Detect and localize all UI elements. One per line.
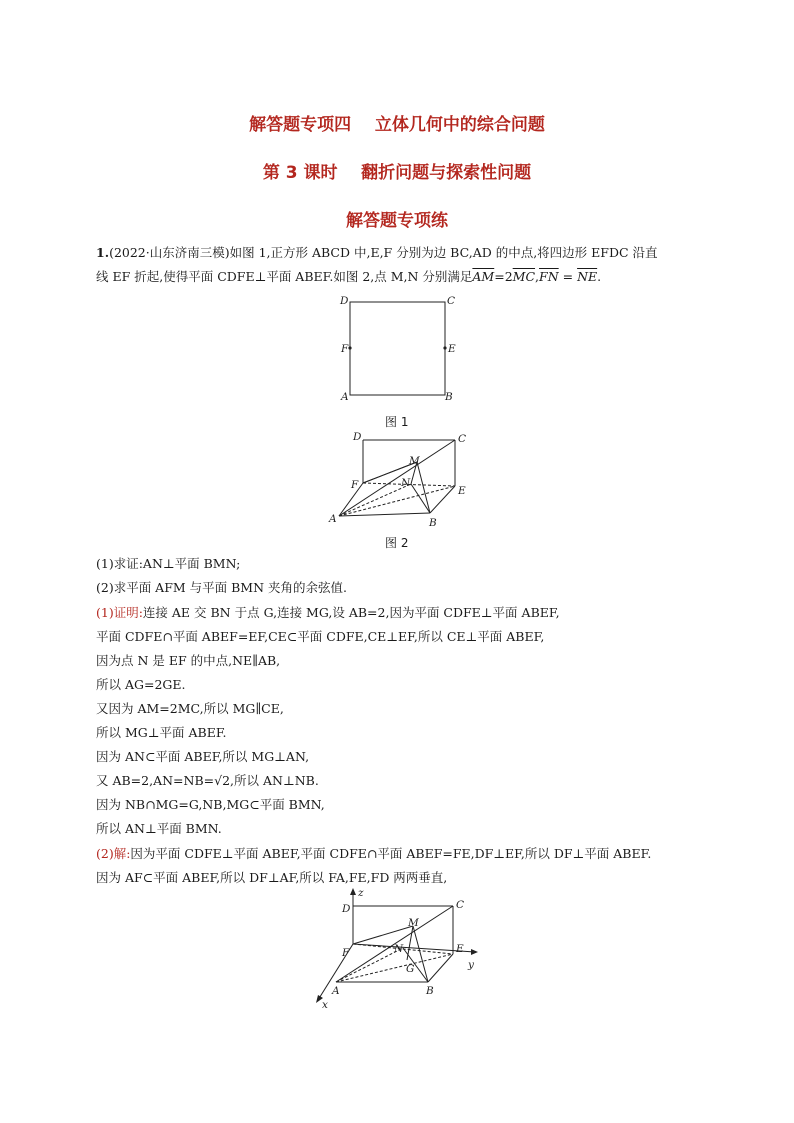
label2-d: D	[353, 431, 362, 443]
label2-c: C	[458, 433, 467, 445]
problem-source: (2022·山东济南三模)	[109, 245, 230, 260]
label2-b: B	[429, 517, 437, 529]
solution-1-line1	[96, 605, 706, 621]
solution-1-line4: 所以 AG=2GE.	[96, 677, 186, 692]
solution-1-line5: 又因为 AM=2MC,所以 MG∥CE,	[96, 701, 284, 716]
question-2: (2)求平面 AFM 与平面 BMN 夹角的余弦值.	[96, 580, 347, 595]
question-1: (1)求证:AN⊥平面 BMN;	[96, 556, 241, 571]
period: .	[597, 269, 602, 284]
problem-stem-line2	[96, 269, 706, 285]
figure-2-caption: 图 2	[385, 536, 409, 550]
label-f: F	[341, 343, 349, 355]
label3-c: C	[456, 899, 465, 911]
label-e: E	[448, 343, 456, 355]
problem-stem-text: 如图 1,正方形 ABCD 中,E,F 分别为边 BC,AD 的中点,将四边形 EFDC 沿直	[229, 245, 658, 260]
axis-z: z	[358, 887, 364, 899]
problem-number: 1.	[96, 245, 110, 260]
label3-n: N	[394, 943, 404, 955]
label2-f: F	[351, 479, 359, 491]
sqrt-two: √2	[214, 773, 231, 788]
problem-stem-line1	[96, 245, 706, 261]
figure-2-folded	[325, 428, 475, 530]
label2-m: M	[409, 455, 420, 467]
label-d: D	[340, 295, 349, 307]
solution-1-text: 连接 AE 交 BN 于点 G,连接 MG,设 AB=2,因为平面 CDFE⊥平面 ABEF,	[142, 605, 560, 620]
solution-1-line10: 所以 AN⊥平面 BMN.	[96, 821, 222, 836]
label3-d: D	[342, 903, 351, 915]
equals-two: =2	[494, 269, 513, 284]
label2-a: A	[329, 513, 337, 525]
solution-1-text8a: 又 AB=2,AN=NB=	[96, 773, 215, 788]
label2-e: E	[458, 485, 466, 497]
exercise-title: 解答题专项练	[346, 211, 448, 231]
equals: =	[558, 269, 578, 284]
label3-b: B	[426, 985, 434, 997]
vector-am: $\overline{AM}$	[472, 269, 495, 284]
solution-1-line2: 平面 CDFE∩平面 ABEF=EF,CE⊂平面 CDFE,CE⊥EF,所以 CE⊥平面 ABEF,	[96, 629, 545, 644]
solution-1-text8b: ,所以 AN⊥NB.	[230, 773, 319, 788]
label-b: B	[445, 391, 453, 403]
label3-a: A	[332, 985, 340, 997]
solve-tag: (2)解:	[96, 846, 131, 861]
label-c: C	[447, 295, 456, 307]
proof-tag: (1)证明:	[96, 605, 143, 620]
label2-n: N	[401, 477, 411, 489]
label3-m: M	[408, 917, 419, 929]
vector-fn: $\overline{FN}$	[539, 269, 559, 284]
solution-2-line1	[96, 846, 706, 862]
problem-stem-text2: 线 EF 折起,使得平面 CDFE⊥平面 ABEF.如图 2,点 M,N 分别满足	[96, 269, 473, 284]
label-a: A	[341, 391, 349, 403]
section-title: 解答题专项四 立体几何中的综合问题	[249, 115, 545, 135]
label3-e: E	[456, 943, 464, 955]
vector-ne: $\overline{NE}$	[577, 269, 598, 284]
solution-1-line3: 因为点 N 是 EF 的中点,NE∥AB,	[96, 653, 281, 668]
figure-1-square	[330, 292, 470, 410]
label3-f: F	[342, 947, 350, 959]
solution-2-line2: 因为 AF⊂平面 ABEF,所以 DF⊥AF,所以 FA,FE,FD 两两垂直,	[96, 870, 448, 885]
figure-3-coordinate	[310, 886, 485, 1010]
solution-1-line6: 所以 MG⊥平面 ABEF.	[96, 725, 227, 740]
lesson-title: 第 3 课时 翻折问题与探索性问题	[262, 163, 532, 183]
comma: ,	[535, 269, 540, 284]
solution-1-line9: 因为 NB∩MG=G,NB,MG⊂平面 BMN,	[96, 797, 325, 812]
axis-y: y	[468, 959, 474, 971]
label3-g: G	[406, 963, 415, 975]
solution-1-line7: 因为 AN⊂平面 ABEF,所以 MG⊥AN,	[96, 749, 310, 764]
solution-2-text: 因为平面 CDFE⊥平面 ABEF,平面 CDFE∩平面 ABEF=FE,DF⊥EF,所以 DF⊥平面 ABEF.	[130, 846, 652, 861]
vector-mc: $\overline{MC}$	[512, 269, 536, 284]
axis-x: x	[322, 999, 328, 1010]
solution-1-line8	[96, 773, 706, 789]
figure-1-caption: 图 1	[385, 415, 409, 429]
